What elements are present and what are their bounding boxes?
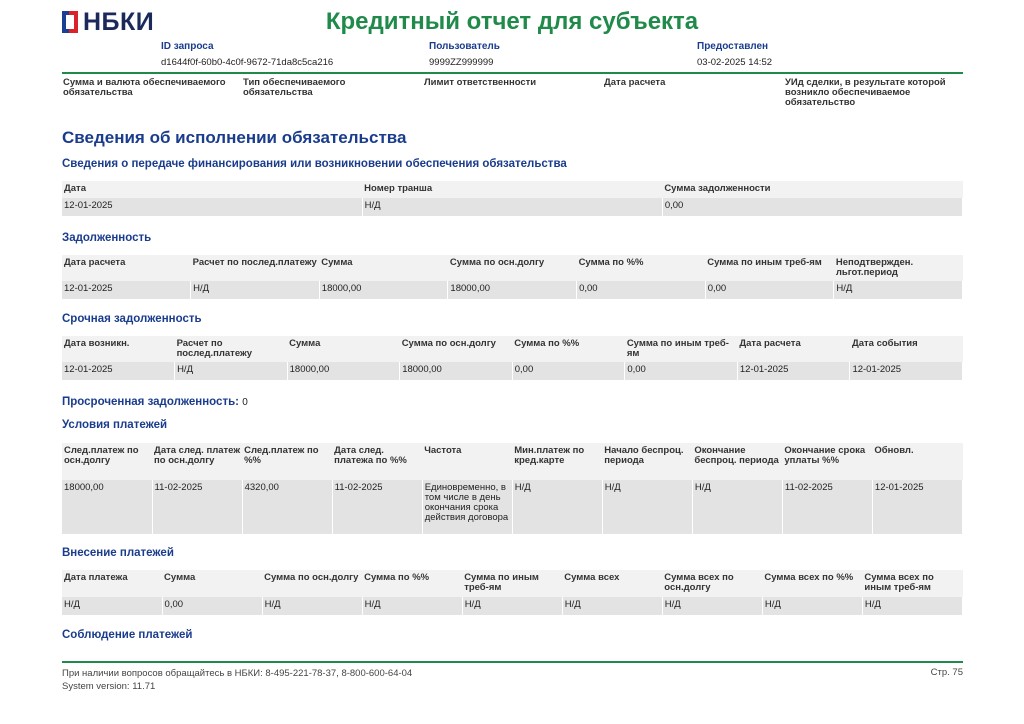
table-cell: Н/Д: [834, 281, 963, 299]
financing-table: [62, 181, 963, 216]
table-cell: 11-02-2025: [782, 480, 872, 534]
current-debt-title: Срочная задолженность: [62, 313, 202, 325]
table-header-cell: Неподтвержден. льгот.период: [834, 255, 963, 281]
table-cell: 0,00: [625, 362, 738, 380]
header-divider: [62, 72, 963, 74]
overdue-value: 0: [242, 397, 248, 408]
table-header-cell: Мин.платеж по кред.карте: [512, 443, 602, 480]
table-header-cell: Частота: [422, 443, 512, 480]
table-header-cell: Начало беспроц. периода: [602, 443, 692, 480]
table-cell: 11-02-2025: [332, 480, 422, 534]
current-debt-table: [62, 336, 963, 380]
table-cell: 18000,00: [448, 281, 577, 299]
table-cell: 18000,00: [400, 362, 513, 380]
table-header-cell: Сумма: [162, 570, 262, 597]
column-header-limit: Лимит ответственности: [424, 77, 537, 88]
table-cell: 0,00: [662, 198, 962, 216]
table-header-cell: Сумма всех по %%: [762, 570, 862, 597]
table-header-cell: Сумма задолженности: [662, 181, 962, 198]
table-cell: Н/Д: [692, 480, 782, 534]
table-cell: 12-01-2025: [62, 362, 175, 380]
table-header-cell: Сумма по осн.долгу: [262, 570, 362, 597]
table-cell: Н/Д: [762, 597, 862, 615]
meta-value-request-id: d1644f0f-60b0-4c0f-9672-71da8c5ca216: [161, 57, 334, 68]
payment-terms-table: [62, 443, 963, 534]
table-header-cell: Сумма по %%: [512, 336, 625, 362]
page-number: Стр. 75: [930, 667, 963, 678]
column-header-amount: Сумма и валюта обеспечиваемого обязательства: [63, 77, 226, 98]
table-cell: 0,00: [162, 597, 262, 615]
table-cell: 12-01-2025: [62, 281, 191, 299]
table-cell: Н/Д: [662, 597, 762, 615]
table-cell: Н/Д: [62, 597, 162, 615]
table-header-cell: Дата расчета: [62, 255, 191, 281]
table-header-cell: Окончание беспроц. периода: [692, 443, 782, 480]
table-header-cell: Расчет по послед.платежу: [191, 255, 320, 281]
overdue-label: Просроченная задолженность:: [62, 396, 239, 408]
meta-label-request-id: ID запроса: [161, 41, 214, 52]
table-header-cell: Сумма всех: [562, 570, 662, 597]
table-header-cell: Обновл.: [872, 443, 962, 480]
table-cell: 0,00: [577, 281, 706, 299]
table-row: [62, 362, 963, 380]
table-header-cell: Сумма по осн.долгу: [448, 255, 577, 281]
table-cell: 11-02-2025: [152, 480, 242, 534]
table-header-cell: Сумма по иным треб-ям: [705, 255, 834, 281]
table-header-cell: Дата расчета: [737, 336, 850, 362]
table-cell: Н/Д: [602, 480, 692, 534]
table-cell: 0,00: [705, 281, 834, 299]
meta-label-provided: Предоставлен: [697, 41, 769, 52]
page-title: Кредитный отчет для субъекта: [325, 8, 699, 35]
payments-table: [62, 570, 963, 615]
table-header-cell: Сумма: [319, 255, 448, 281]
table-header-cell: Дата: [62, 181, 362, 198]
table-cell: 12-01-2025: [872, 480, 962, 534]
table-row: [62, 198, 963, 216]
table-header-cell: Сумма по %%: [362, 570, 462, 597]
table-cell: 4320,00: [242, 480, 332, 534]
table-header-cell: Сумма по иным треб-ям: [462, 570, 562, 597]
table-cell: 18000,00: [62, 480, 152, 534]
table-header-cell: След.платеж по осн.долгу: [62, 443, 152, 480]
table-cell: Н/Д: [562, 597, 662, 615]
table-header-cell: Сумма всех по осн.долгу: [662, 570, 762, 597]
payment-terms-title: Условия платежей: [62, 419, 168, 431]
table-cell: 0,00: [512, 362, 625, 380]
table-header-cell: Дата след. платежа по %%: [332, 443, 422, 480]
meta-label-user: Пользователь: [429, 41, 500, 52]
column-header-date: Дата расчета: [604, 77, 666, 88]
table-header-cell: Дата след. платеж по осн.долгу: [152, 443, 242, 480]
table-row: [62, 281, 963, 299]
table-header-cell: Номер транша: [362, 181, 662, 198]
footer-info: [62, 667, 412, 693]
financing-title: Сведения о передаче финансирования или возникновении обеспечения обязательства: [62, 158, 567, 170]
table-header-cell: Сумма по иным треб-ям: [625, 336, 738, 362]
footer-version: System version: 11.71: [62, 681, 156, 692]
payments-title: Внесение платежей: [62, 547, 174, 559]
table-cell: Н/Д: [175, 362, 288, 380]
table-cell: Н/Д: [362, 597, 462, 615]
debt-title: Задолженность: [62, 232, 152, 244]
table-header-cell: Расчет по послед.платежу: [175, 336, 288, 362]
debt-table: [62, 255, 963, 299]
meta-value-provided: 03-02-2025 14:52: [697, 57, 773, 68]
table-header-cell: Сумма по осн.долгу: [400, 336, 513, 362]
table-header-cell: Сумма по %%: [577, 255, 706, 281]
column-header-deal-id: УИд сделки, в результате которой возникло обеспечиваемое обязательство: [785, 77, 946, 108]
table-header-cell: Дата возникн.: [62, 336, 175, 362]
table-cell: 12-01-2025: [62, 198, 362, 216]
table-cell: Н/Д: [262, 597, 362, 615]
table-cell: 18000,00: [319, 281, 448, 299]
table-cell: Н/Д: [462, 597, 562, 615]
table-row: [62, 480, 963, 534]
table-header-cell: Дата платежа: [62, 570, 162, 597]
table-cell: Н/Д: [862, 597, 962, 615]
table-cell: 18000,00: [287, 362, 400, 380]
table-cell: Н/Д: [191, 281, 320, 299]
table-cell: Н/Д: [512, 480, 602, 534]
section-title: Сведения об исполнении обязательства: [62, 128, 407, 147]
table-row: [62, 597, 963, 615]
column-header-type: Тип обеспечиваемого обязательства: [243, 77, 346, 98]
meta-value-user: 9999ZZ999999: [429, 57, 494, 68]
table-header-cell: Сумма всех по иным треб-ям: [862, 570, 962, 597]
table-cell: 12-01-2025: [850, 362, 963, 380]
table-header-cell: След.платеж по %%: [242, 443, 332, 480]
table-header-cell: Дата события: [850, 336, 963, 362]
overdue-debt: [62, 396, 248, 408]
footer-contact: При наличии вопросов обращайтесь в НБКИ: 8-495-221-78-37, 8-800-600-64-04: [62, 668, 413, 679]
compliance-title: Соблюдение платежей: [62, 629, 193, 641]
table-cell: 12-01-2025: [737, 362, 850, 380]
table-header-cell: Сумма: [287, 336, 400, 362]
footer-divider: [62, 661, 963, 663]
table-cell: Н/Д: [362, 198, 662, 216]
logo-text: НБКИ: [83, 8, 155, 36]
table-cell: Единовременно, в том числе в день окончания срока действия договора: [422, 480, 512, 534]
table-header-cell: Окончание срока уплаты %%: [782, 443, 872, 480]
